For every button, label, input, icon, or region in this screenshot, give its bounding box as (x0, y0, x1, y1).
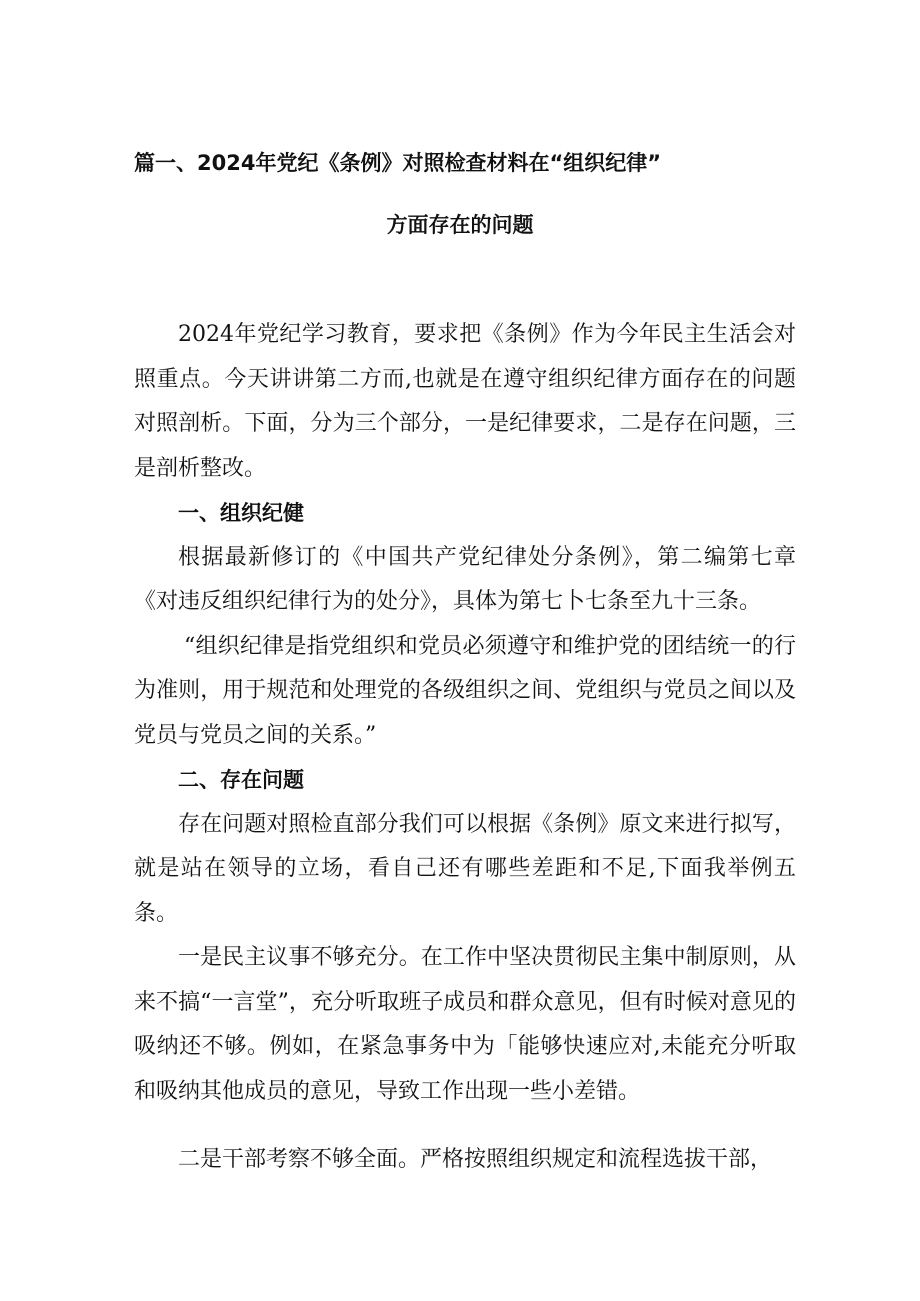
section-heading-existing-problems: 二、存在问题 (178, 768, 304, 792)
intro-paragraph: 2024年党纪学习教育，要求把《条例》作为今年民主生活会对照重点。今天讲讲第二方而,也就是在遵守组织纪律方面存在的问题对照剖析。下面，分为三个部分，一是纪律要求，二是存在问题，三是剖析整改。 (134, 322, 796, 481)
document-title-line-1: 篇一、2024年党纪《条例》对照检查材料在“组织纪律” (134, 151, 662, 175)
problem-two-paragraph: 二是干部考察不够全面。严格按照组织规定和流程选拔干部， (178, 1147, 773, 1172)
quote-paragraph: “组织纪律是指党组织和党员必须遵守和维护党的团结统一的行为准则，用于规范和处理党的各级组织之间、党组织与党员之间以及党员与党员之间的关系。” (134, 633, 796, 748)
section-heading-organizational-discipline: 一、组织纪健 (178, 501, 304, 525)
regulation-paragraph: 根据最新修订的《中国共产党纪律处分条例》，第二编第七章《对违反组织纪律行为的处分》，具体为第七卜七条至九十三条。 (134, 544, 796, 614)
problems-intro-paragraph: 存在问题对照检直部分我们可以根据《条例》原文来进行拟写，就是站在领导的立场，看自己还有哪些差距和不足,下面我举例五条。 (134, 811, 796, 926)
document-body (134, 313, 796, 1183)
document-title-line-2: 方面存在的问题 (386, 213, 534, 237)
problem-one-paragraph: 一是民主议事不够充分。在工作中坚决贯彻民主集中制原则，从来不搞“一言堂”，充分听取班子成员和群众意见，但有时候对意见的吸纳还不够。例如，在紧急事务中为「能够快速应对,未能充分听取和吸纳其他成员的意见，导致工作出现一些小差错。 (134, 945, 796, 1104)
